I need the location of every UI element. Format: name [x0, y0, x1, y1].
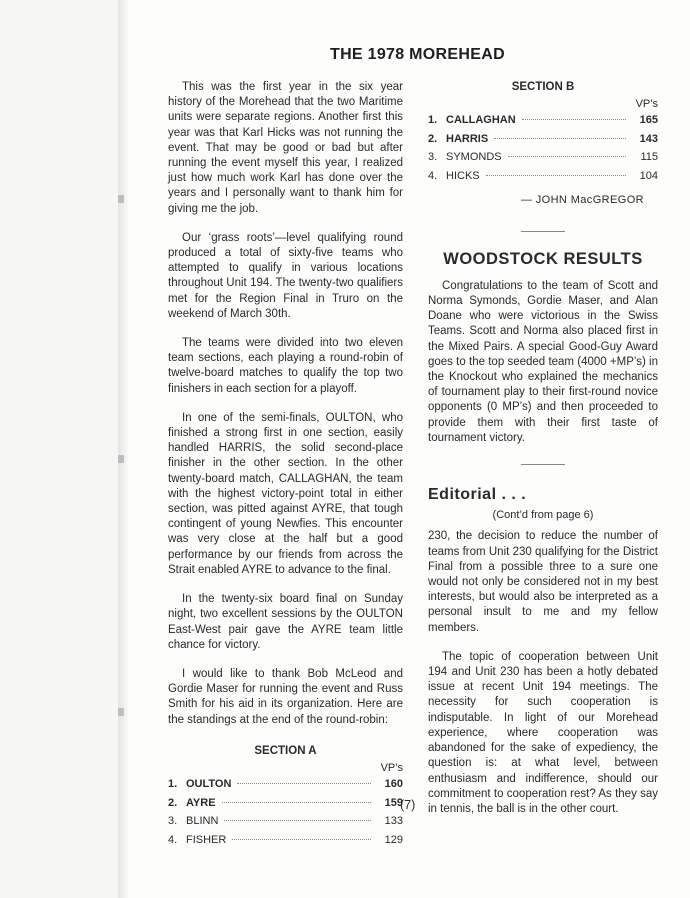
section-a-standings [168, 744, 403, 851]
dot-leader [224, 820, 371, 821]
vp-score: 160 [384, 778, 403, 791]
rank: 4. [168, 833, 178, 846]
paragraph: This was the first year in the six year history of the Morehead that the two Maritime units were separate regions. Another first this year was that Karl Hicks was not running the event. That may be good or bad but after running the event myself this year, I realized just how much work Karl has done over the years and I personally want to thank him for giving me the job. [168, 81, 403, 215]
rank: 2. [168, 796, 178, 809]
team-name: BLINN [186, 815, 219, 828]
standing-row [168, 833, 403, 852]
team-name: HICKS [446, 169, 480, 182]
divider-rule [521, 464, 565, 465]
vp-label: VP’s [635, 98, 658, 111]
editorial-article [428, 487, 658, 817]
dot-leader [522, 119, 626, 120]
right-column [428, 80, 658, 831]
team-name: FISHER [186, 833, 227, 846]
vp-label: VP’s [380, 761, 403, 774]
team-name: OULTON [186, 778, 232, 791]
editorial-title: Editorial . . . [428, 486, 527, 504]
paragraph: Our ‘grass roots’—level qualifying round produced a total of sixty-five teams who attempted to qualify in various locations throughout Unit 194. The twenty-two qualifiers met for the Region Final in Truro on the weekend of March 30th. [168, 231, 403, 320]
dot-leader [232, 839, 371, 840]
vp-score: 143 [639, 132, 658, 145]
section-b-standings [428, 80, 658, 209]
section-heading: SECTION B [511, 81, 575, 93]
continued-note: (Cont’d from page 6) [492, 509, 594, 522]
vp-score: 115 [640, 151, 658, 164]
paragraph: In the twenty-six board final on Sunday night, two excellent sessions by the OULTON East-West pair gave the AYRE team little chance for victory. [168, 593, 403, 651]
team-name: AYRE [186, 796, 216, 809]
rank: 1. [428, 114, 438, 127]
standing-row [168, 796, 403, 815]
standing-row [168, 814, 403, 833]
vp-score: 165 [639, 114, 658, 127]
vp-score: 104 [639, 169, 658, 182]
staple-notch [118, 455, 124, 463]
divider-rule [521, 231, 565, 232]
rank: 4. [428, 169, 438, 182]
dot-leader [237, 783, 371, 784]
paragraph: The teams were divided into two eleven team sections, each playing a round-robin of twelve-board matches to qualify the top two finishers in each section for a playoff. [168, 337, 403, 395]
dot-leader [222, 802, 371, 803]
left-column [168, 80, 403, 851]
dot-leader [494, 138, 626, 139]
team-name: SYMONDS [446, 151, 502, 164]
standing-row [428, 132, 658, 151]
paragraph: The topic of cooperation between Unit 194 and Unit 230 has been a hotly debated issue at recent Unit 194 meetings. The necessity for such cooperation is indisputable. In light of our Morehead experience, where cooperation was abandoned for the sake of expediency, the question is: at what level, between enthusiasm and indifference, should our commitment to cooperation rest? As they say in tennis, the ball is in the other court. [428, 650, 658, 815]
standing-row [428, 169, 658, 188]
rank: 2. [428, 132, 438, 145]
article-title: THE 1978 MOREHEAD [330, 46, 505, 63]
rank: 3. [168, 815, 178, 828]
rank: 1. [168, 778, 178, 791]
staple-notch [118, 708, 124, 716]
paragraph: In one of the semi-finals, OULTON, who finished a strong first in one section, easily handled HARRIS, the solid second-place finisher in the other section. In the other twenty-board match, CALLAGHAN, the team with the highest victory-point total in either section, was pitted against AYRE, that tough contingent of young Newfies. This encounter was very close at the half but a good performance by our friends from across the Strait enabled AYRE to advance to the final. [168, 411, 403, 576]
author-signature: — JOHN MacGREGOR [520, 194, 644, 207]
section-heading: SECTION A [254, 744, 317, 757]
team-name: HARRIS [446, 132, 489, 145]
woodstock-title: WOODSTOCK RESULTS [443, 249, 643, 268]
standing-row [168, 777, 403, 796]
paragraph: 230, the decision to reduce the number of teams from Unit 230 qualifying for the District Final from a possible three to a sure one would not only be considered not in my best interests, but would also be interpreted as a personal insult to me and my fellow members. [428, 530, 658, 634]
team-name: CALLAGHAN [446, 114, 516, 127]
page-spine-edge [118, 0, 128, 898]
paragraph: Congratulations to the team of Scott and Norma Symonds, Gordie Maser, and Alan Doane who were victorious in the Swiss Teams. Scott and Norma also placed first in the Mixed Pairs. A special Good-Guy Award goes to the top seeded team (4000 +MP’s) in the Knockout who explained the mechanics of tournament play to their first-round novice opponents (0 MP’s) and then proceeded to provide them with their first taste of tournament victory. [428, 279, 658, 444]
paragraph: I would like to thank Bob McLeod and Gordie Maser for running the event and Russ Smith for his aid in its organization. Here are the standings at the end of the round-robin: [168, 667, 403, 726]
standing-row [428, 150, 658, 169]
woodstock-article [428, 249, 658, 446]
standing-row [428, 113, 658, 132]
vp-score: 133 [384, 815, 403, 828]
dot-leader [486, 175, 626, 176]
vp-score: 159 [384, 796, 403, 809]
page-number: (7) [400, 798, 416, 812]
rank: 3. [428, 151, 438, 164]
staple-notch [118, 195, 124, 203]
dot-leader [508, 156, 626, 157]
vp-score: 129 [384, 833, 403, 846]
